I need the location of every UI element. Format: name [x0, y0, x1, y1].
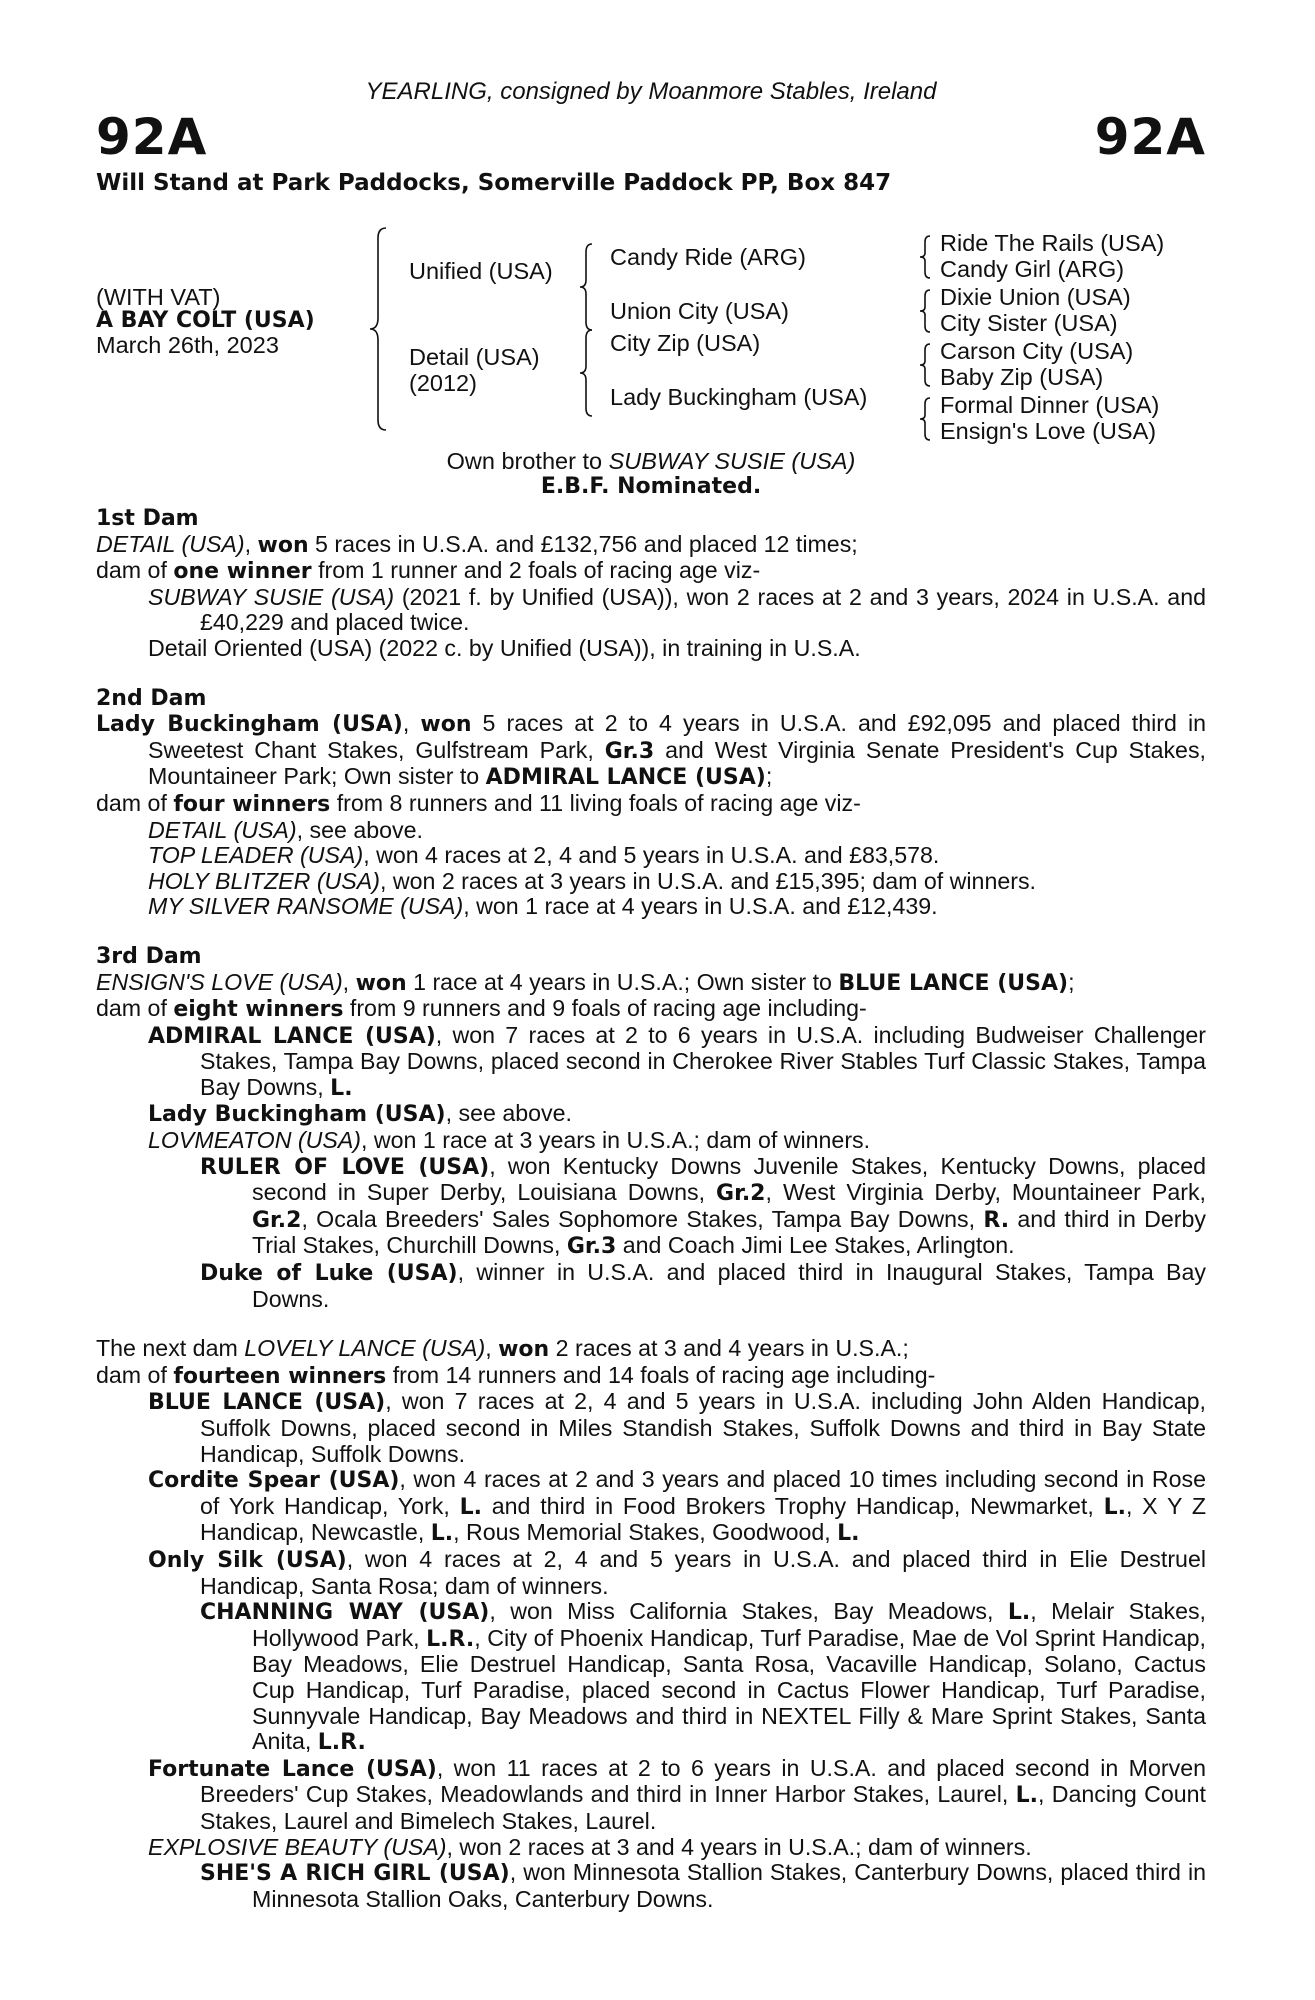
own-brother-note: Own brother to SUBWAY SUSIE (USA) — [446, 448, 856, 474]
sire: Unified (USA) — [409, 258, 553, 284]
second-dam-section — [96, 686, 1206, 920]
grand-offspring-entry: Duke of Luke (USA), winner in U.S.A. and placed third in Inaugural Stakes, Tampa Bay Downs. — [200, 1259, 1206, 1312]
third-dam-produce-summary: dam of eight winners from 9 runners and 9 foals of racing age including- — [96, 995, 867, 1023]
offspring-entry: Cordite Spear (USA), won 4 races at 2 and 3 years and placed 10 times including second in Rose of York Handicap, York, L. and third in Food Brokers Trophy Handicap, Newmarket, L., X Y Z Handicap, Newcastle, L., Rous Memorial Stakes, Goodwood, L. — [148, 1466, 1206, 1547]
first-dam-section — [96, 506, 1206, 662]
bracket-dam — [576, 328, 596, 418]
offspring-entry: TOP LEADER (USA), won 4 races at 2, 4 and 5 years in U.S.A. and £83,578. — [148, 842, 940, 869]
first-dam-heading: 1st Dam — [96, 506, 199, 531]
lot-number-right: 92A — [1094, 108, 1206, 166]
offspring-entry: Only Silk (USA), won 4 races at 2, 4 and 5 years in U.S.A. and placed third in Elie Destruel Handicap, Santa Rosa; dam of winners. — [148, 1545, 1206, 1599]
offspring-entry: MY SILVER RANSOME (USA), won 1 race at 4 years in U.S.A. and £12,439. — [148, 893, 938, 920]
offspring-entry: Detail Oriented (USA) (2022 c. by Unified (USA)), in training in U.S.A. — [148, 634, 861, 661]
offspring-entry: Fortunate Lance (USA), won 11 races at 2 to 6 years in U.S.A. and placed second in Morven Breeders' Cup Stakes, Meadowlands and third in Inner Harbor Stakes, Laurel, L., Dancing Count Stakes, Laurel and Bimelech Stakes, Laurel. — [148, 1754, 1206, 1834]
great-grandparent-2: Candy Girl (ARG) — [940, 256, 1125, 282]
third-dam-record: ENSIGN'S LOVE (USA), won 1 race at 4 years in U.S.A.; Own sister to BLUE LANCE (USA); — [96, 968, 1075, 996]
bracket-ggs-4 — [916, 396, 934, 442]
offspring-entry: LOVMEATON (USA), won 1 race at 3 years in U.S.A.; dam of winners. — [148, 1127, 871, 1154]
ebf-nomination: E.B.F. Nominated. — [540, 474, 762, 499]
bracket-ggs-1 — [916, 234, 934, 280]
catalogue-body — [96, 506, 1206, 1912]
offspring-entry: ADMIRAL LANCE (USA), won 7 races at 2 to 6 years in U.S.A. including Budweiser Challenger Stakes, Tampa Bay Downs, placed second in Cherokee River Stables Turf Classic Stakes, Tampa Bay Downs, L. — [148, 1021, 1206, 1101]
great-grandparent-5: Carson City (USA) — [940, 338, 1134, 364]
great-grandparent-6: Baby Zip (USA) — [940, 364, 1104, 390]
grandsire-3: City Zip (USA) — [610, 330, 761, 356]
bracket-ggs-3 — [916, 342, 934, 388]
grandsire-2: Union City (USA) — [610, 298, 789, 324]
grand-offspring-entry: SHE'S A RICH GIRL (USA), won Minnesota Stallion Stakes, Canterbury Downs, placed third in Minnesota Stallion Oaks, Canterbury Downs. — [200, 1859, 1207, 1912]
pedigree-table — [96, 198, 1206, 508]
grandsire-1: Candy Ride (ARG) — [610, 244, 806, 270]
stabling-location: Will Stand at Park Paddocks, Somerville Paddock PP, Box 847 — [96, 170, 892, 196]
offspring-entry: DETAIL (USA), see above. — [148, 816, 423, 843]
second-dam-produce-summary: dam of four winners from 8 runners and 11 living foals of racing age viz- — [96, 789, 861, 817]
great-grandparent-8: Ensign's Love (USA) — [940, 418, 1157, 444]
first-dam-produce-summary: dam of one winner from 1 runner and 2 foals of racing age viz- — [96, 557, 761, 585]
grand-offspring-entry: CHANNING WAY (USA), won Miss California Stakes, Bay Meadows, L., Melair Stakes, Hollywood Park, L.R., City of Phoenix Handicap, Turf Paradise, Mae de Vol Sprint Handicap, Bay Meadows, Elie Destruel Handicap, Santa Rosa, Vacaville Handicap, Solano, Cactus Cup Handicap, Turf Paradise, placed second in Cactus Flower Handicap, Turf Paradise, Sunnyvale Handicap, Bay Meadows and third in NEXTEL Filly & Mare Sprint Stakes, Santa Anita, L.R. — [200, 1598, 1207, 1756]
grandsire-4: Lady Buckingham (USA) — [610, 384, 868, 410]
dam-year: (2012) — [409, 370, 477, 396]
third-dam-heading: 3rd Dam — [96, 943, 202, 969]
lot-number-left: 92A — [96, 108, 208, 166]
offspring-entry: Lady Buckingham (USA), see above. — [148, 1100, 572, 1128]
offspring-entry: HOLY BLITZER (USA), won 2 races at 3 years in U.S.A. and £15,395; dam of winners. — [148, 867, 1036, 894]
consignor-line: YEARLING, consigned by Moanmore Stables, Ireland — [365, 78, 937, 105]
next-dam-record: The next dam LOVELY LANCE (USA), won 2 races at 3 and 4 years in U.S.A.; — [96, 1335, 909, 1363]
third-dam-section — [96, 944, 1206, 1312]
bracket-sire — [576, 242, 596, 332]
bracket-ggs-2 — [916, 288, 934, 334]
next-dam-produce-summary: dam of fourteen winners from 14 runners and 14 foals of racing age including- — [96, 1361, 936, 1389]
great-grandparent-3: Dixie Union (USA) — [940, 284, 1131, 310]
second-dam-heading: 2nd Dam — [96, 685, 207, 711]
foaling-date: March 26th, 2023 — [96, 332, 279, 358]
next-dam-section — [96, 1336, 1206, 1912]
great-grandparent-1: Ride The Rails (USA) — [940, 230, 1165, 256]
second-dam-record: Lady Buckingham (USA), won 5 races at 2 to 4 years in U.S.A. and £92,095 and placed third in Sweetest Chant Stakes, Gulfstream Park, Gr.3 and West Virginia Senate President's Cup Stakes, Mountaineer Park; Own sister to ADMIRAL LANCE (USA); — [96, 710, 1206, 791]
vat-note: (WITH VAT) — [96, 284, 221, 310]
bracket-gen1 — [366, 226, 390, 432]
offspring-entry: SUBWAY SUSIE (USA) (2021 f. by Unified (USA)), won 2 races at 2 and 3 years, 2024 in U.S.A. and £40,229 and placed twice. — [148, 583, 1206, 636]
lot-name: A BAY COLT (USA) — [96, 308, 315, 333]
great-grandparent-7: Formal Dinner (USA) — [940, 392, 1160, 418]
offspring-entry: BLUE LANCE (USA), won 7 races at 2, 4 and 5 years in U.S.A. including John Alden Handicap, Suffolk Downs, placed second in Miles Standish Stakes, Suffolk Downs and third in Bay State Handicap, Suffolk Downs. — [148, 1388, 1206, 1467]
great-grandparent-4: City Sister (USA) — [940, 310, 1118, 336]
offspring-entry: EXPLOSIVE BEAUTY (USA), won 2 races at 3 and 4 years in U.S.A.; dam of winners. — [148, 1833, 1032, 1860]
grand-offspring-entry: RULER OF LOVE (USA), won Kentucky Downs Juvenile Stakes, Kentucky Downs, placed second in Super Derby, Louisiana Downs, Gr.2, West Virginia Derby, Mountaineer Park, Gr.2, Ocala Breeders' Sales Sophomore Stakes, Tampa Bay Downs, R. and third in Derby Trial Stakes, Churchill Downs, Gr.3 and Coach Jimi Lee Stakes, Arlington. — [200, 1152, 1207, 1260]
first-dam-record: DETAIL (USA), won 5 races in U.S.A. and £132,756 and placed 12 times; — [96, 530, 858, 558]
dam-name: Detail (USA) — [409, 344, 540, 370]
